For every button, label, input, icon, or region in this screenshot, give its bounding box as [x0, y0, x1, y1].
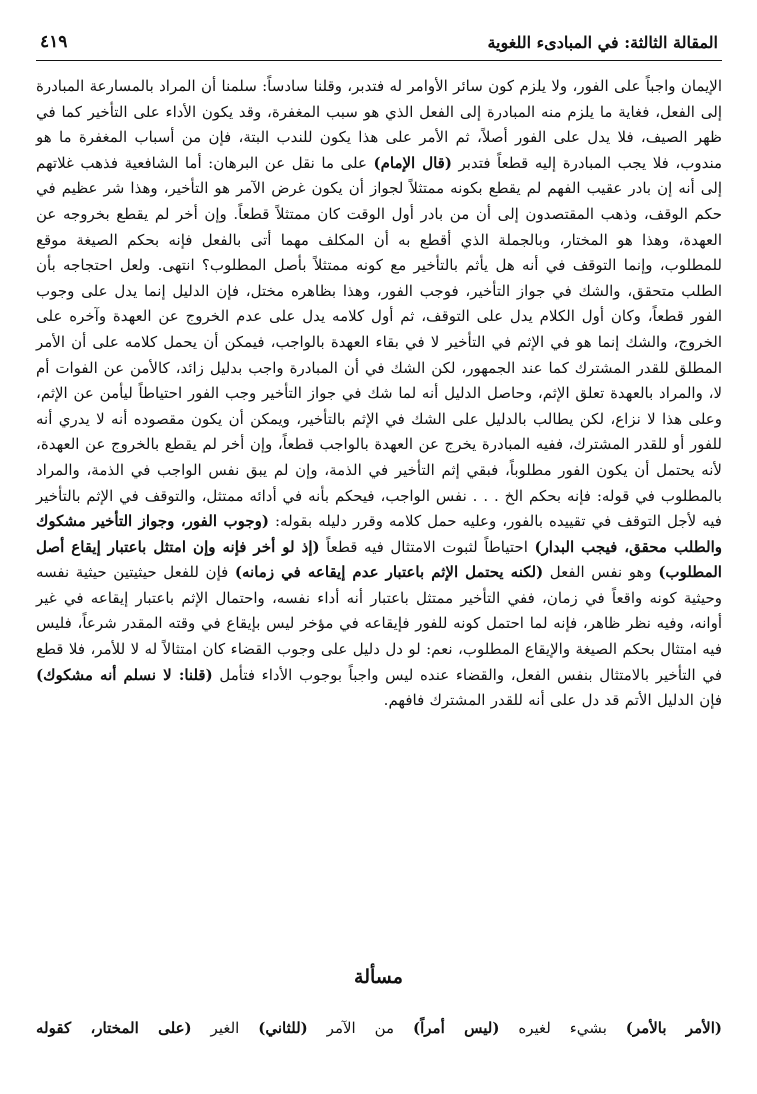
bold-quoted-text: (للثاني) — [258, 1019, 308, 1037]
section-heading: مسألة — [354, 966, 403, 988]
page-header — [36, 26, 722, 61]
bold-quoted-text: (على المختار، كقوله — [36, 1019, 192, 1037]
bold-quoted-text: (ليس أمراً) — [413, 1019, 500, 1037]
text-run: فإن للفعل حيثيتين حيثية نفسه وحيثية كونه واقعاً في زمان، ففي التأخير ممتثل باعتبار أنه أداء نفسه، واحتمال الإثم باعتبار إيقاعه في غير أوانه، وفيه نظر ظاهر، فإنه لما احتمل كونه للفور فإيقاعه في مؤخر ليس بإيقاع في وقته المقدر شرعاً، فليس فيه امتثال بحكم الصيغة والإيقاع المطلوب، نعم: لو دل دليل على وجوب القضاء كان امتثالاً له لا للأمر، فلا قطع في التأخير بالامتثال بنفس الفعل، والقضاء عنده ليس واجباً بوجوب الأداء فتأمل — [36, 563, 723, 684]
section-opening-line — [36, 1016, 722, 1042]
text-run: فإن الدليل الأتم قد دل على أنه للقدر المشترك فافهم. — [383, 691, 722, 710]
bold-quoted-text: (إذ لو أخر فإنه وإن امتثل باعتبار إيقاع أصل المطلوب) — [36, 537, 722, 582]
text-run: بشيء لغيره — [499, 1019, 626, 1037]
text-run: احتياطاً لثبوت الامتثال فيه قطعاً — [319, 537, 535, 556]
bold-quoted-text: (قال الإمام) — [373, 153, 452, 172]
bold-quoted-text: (وجوب الفور، وجواز التأخير مشكوك والطلب محقق، فيجب البدار) — [36, 512, 722, 556]
page-number: ٤١٩ — [40, 32, 68, 52]
bold-quoted-text: (لكنه يحتمل الإثم باعتبار عدم إيقاعه في زمانه) — [234, 563, 544, 582]
text-run: الغير — [191, 1019, 259, 1037]
text-run: وهو نفس الفعل — [543, 563, 659, 582]
text-run: من الآمر — [307, 1019, 414, 1037]
body-paragraph — [36, 74, 722, 714]
body-text — [36, 74, 722, 714]
bold-quoted-text: (قلنا: لا نسلم أنه مشكوك) — [36, 665, 213, 684]
running-title: المقالة الثالثة: في المبادىء اللغوية — [487, 33, 718, 52]
text-run: الإيمان واجباً على الفور، ولا يلزم كون سائر الأوامر له فتدبر، وقلنا سادساً: سلمنا أن المراد بالمسارعة المبادرة إلى الفعل، فغاية ما يلزم منه المبادرة إلى الفعل الذي هو سبب المغفرة، وقد يكون الأداء على التأخير كما في ظهر الصيف، فلا يدل على الفور أصلاً، ثم الأمر على هذا يكون للندب البتة، فإن من أسباب المغفرة ما هو مندوب، فلا يجب المبادرة إليه قطعاً فتدبر — [36, 77, 723, 172]
bold-quoted-text: (الأمر بالأمر) — [625, 1019, 722, 1037]
text-run: على ما نقل عن البرهان: أما الشافعية فذهب غلاتهم إلى أنه إن بادر عقيب الفهم لم يقطع بكونه ممتثلاً لجواز أن يكون غرض الآمر هو التأخير، وهذا شر عظيم في حكم الوقف، وذهب المقتصدون إلى أن من بادر أول الوقت كان ممتثلاً قطعاً. وإن أخر لم يقطع بخروجه عن العهدة، وهذا هو المختار، وبالجملة الذي أقطع به أن المكلف مهما أتى بالفعل فإنه بحكم الصيغة موقع للمطلوب، وإنما التوقف في أنه هل يأثم بالتأخير مع كونه ممتثلاً بأصل المطلوب؟ انتهى. ولعل احتجاجه بأن الطلب متحقق، والشك في جواز التأخير، فوجب الفور، وهذا بظاهره مختل، فإن الدليل إنما يدل على وجوب الفور قطعاً، وكان أول الكلام يدل على التوقف، ثم أول كلامه يدل على عدم الخروج عن العهدة وآخره على الخروج، والشك إنما هو في الإثم في التأخير لا في بقاء العهدة بالواجب، فيمكن أن يحمل كلامه على أن الأمر المطلق للقدر المشترك كما عند الجمهور، لكن الشك في أن المبادرة واجب بدليل زائد، كالأمن عن الفوات أم لا، والمراد بالعهدة تعلق الإثم، وحاصل الدليل أنه لما شك في جواز التأخير وجب الفور احتياطاً ليأمن عن الإثم، وعلى هذا لا نزاع، لكن يطالب بالدليل على الشك في الإثم بالتأخير، ويمكن أن يكون مقصوده أنه لا يدري أنه للفور أو للقدر المشترك، ففيه المبادرة يخرج عن العهدة بالواجب قطعاً، وإن أخر لم يقطع بالخروج عن العهدة، لأنه يحتمل أن يكون الفور مطلوباً، فبقي إثم التأخير في الذمة، وإن لم يبق نفس الواجب في الذمة، والمراد بالمطلوب في قوله: فإنه بحكم الخ . . . نفس الواجب، فيحكم بأنه في أدائه ممتثل، والتوقف في الإثم بالتأخير فيه لأجل التوقف في تقييده بالفور، وعليه حمل كلامه وقرر دليله بقوله: — [36, 153, 722, 531]
